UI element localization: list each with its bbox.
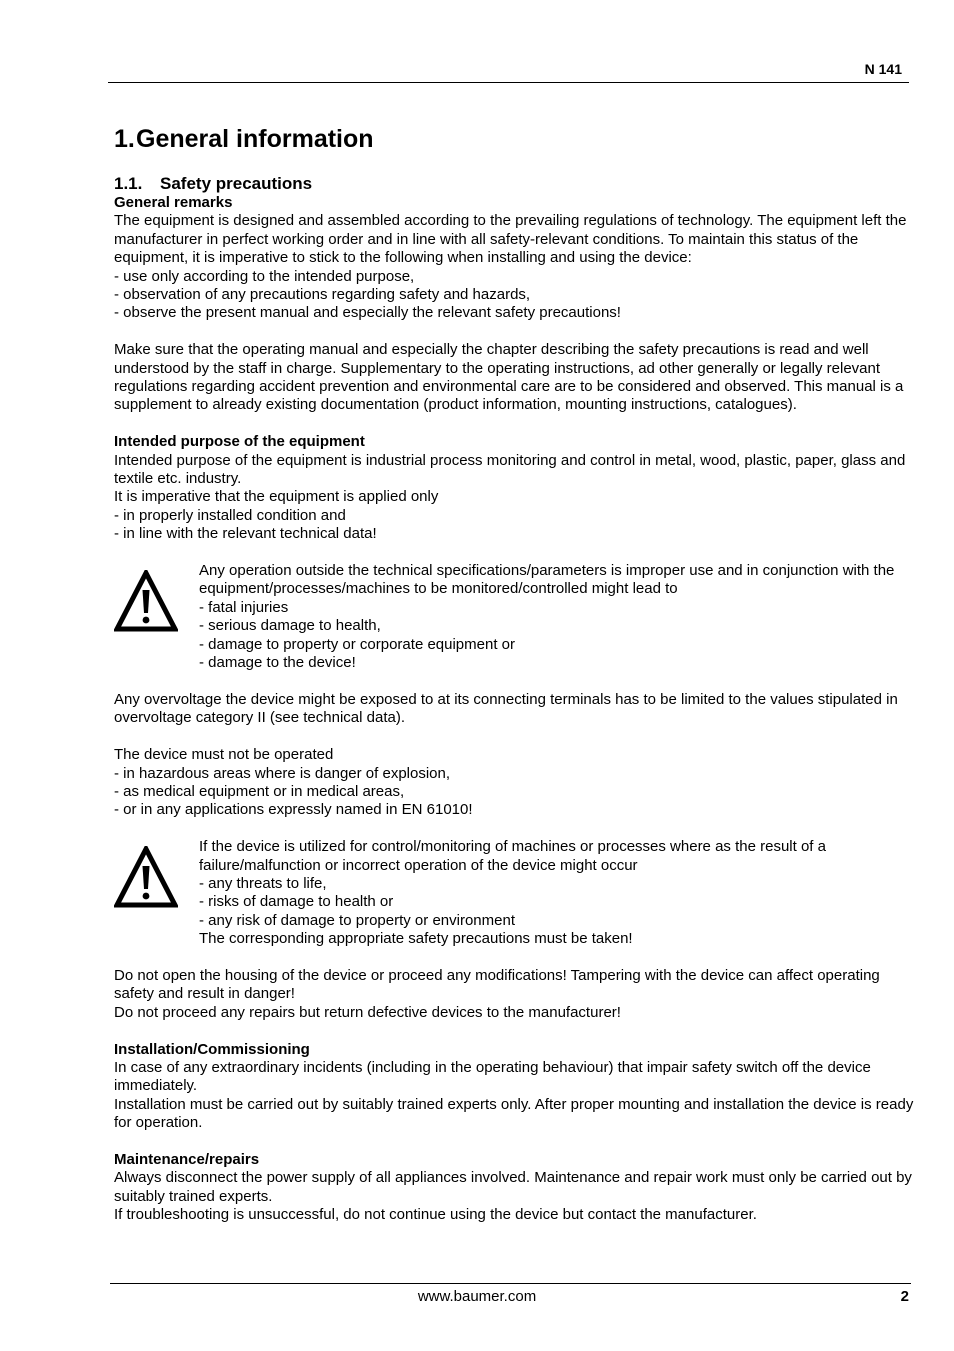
section-number: 1. <box>114 125 135 153</box>
warning-item: - serious damage to health, <box>199 617 381 635</box>
intended-purpose-text: It is imperative that the equipment is applied only <box>114 488 439 506</box>
footer-url[interactable]: www.baumer.com <box>417 1288 537 1305</box>
intended-purpose-text: Intended purpose of the equipment is industrial process monitoring and control in metal, wood, plastic, paper, glass and textile etc. industry. <box>114 451 906 488</box>
page-number: 2 <box>900 1288 909 1305</box>
warning-item: - risks of damage to health or <box>199 893 394 911</box>
maintenance-heading: Maintenance/repairs <box>114 1150 260 1168</box>
maintenance-text: Always disconnect the power supply of all appliances involved. Maintenance and repair work must only be carried out by suitably trained experts. <box>114 1169 912 1205</box>
installation-text: Installation must be carried out by suitably trained experts only. After proper mounting and installation the device is ready for operation. <box>114 1095 914 1132</box>
warning-block-control-monitoring <box>114 838 914 948</box>
warning-triangle-icon <box>114 846 178 908</box>
not-operated-item: - or in any applications expressly named in EN 61010! <box>114 801 473 819</box>
warning-item: - damage to property or corporate equipment or <box>199 635 516 653</box>
subsection-number: 1.1. <box>114 174 143 193</box>
page-content <box>114 122 914 1225</box>
warning-item: - any risk of damage to property or environment <box>199 911 515 929</box>
general-remarks-paragraph: Make sure that the operating manual and especially the chapter describing the safety precautions is read and well understood by the staff in charge. Supplementary to the operating instructions, ad other generally or legally relevant regulations regarding accident prevention and environmental care are to be considered and observed. This manual is a supplement to already existing documentation (product information, mounting instructions, catalogues). <box>114 341 904 414</box>
warning-block-improper-use <box>114 562 914 672</box>
subsection-title: Safety precautions <box>160 174 313 193</box>
installation-text: In case of any extraordinary incidents (including in the operating behaviour) that impair safety switch off the device immediately. <box>114 1058 871 1095</box>
warning-triangle-icon <box>114 570 178 632</box>
warning-item: - fatal injuries <box>199 598 289 616</box>
section-heading <box>114 122 914 156</box>
warning-text: The corresponding appropriate safety precautions must be taken! <box>199 930 633 948</box>
installation-heading: Installation/Commissioning <box>114 1040 310 1058</box>
header-divider <box>108 82 909 83</box>
warning-item: - damage to the device! <box>199 654 356 672</box>
warning-text: Any operation outside the technical specifications/parameters is improper use and in conjunction with the equipment/processes/machines to be monitored/controlled might lead to <box>199 562 895 598</box>
intended-purpose-heading: Intended purpose of the equipment <box>114 433 365 451</box>
not-operated-text: The device must not be operated <box>114 746 334 764</box>
maintenance-text: If troubleshooting is unsuccessful, do not continue using the device but contact the manufacturer. <box>114 1206 757 1224</box>
not-operated-item: - in hazardous areas where is danger of explosion, <box>114 764 451 782</box>
warning-item: - any threats to life, <box>199 874 327 892</box>
intended-purpose-item: - in properly installed condition and <box>114 506 346 524</box>
intended-purpose-item: - in line with the relevant technical data! <box>114 525 377 543</box>
tampering-text: Do not proceed any repairs but return defective devices to the manufacturer! <box>114 1003 621 1021</box>
not-operated-item: - as medical equipment or in medical areas, <box>114 782 405 800</box>
general-remarks-item: - use only according to the intended purpose, <box>114 267 415 285</box>
general-remarks-item: - observe the present manual and especially the relevant safety precautions! <box>114 304 621 322</box>
tampering-text: Do not open the housing of the device or proceed any modifications! Tampering with the device can affect operating safety and result in danger! <box>114 966 880 1003</box>
section-title: General information <box>136 125 374 153</box>
general-remarks-text: The equipment is designed and assembled according to the prevailing regulations of technology. The equipment left the manufacturer in perfect working order and in line with all safety-relevant conditions. To maintain this status of the equipment, it is imperative to stick to the following when installing and using the device: <box>114 212 907 267</box>
overvoltage-paragraph: Any overvoltage the device might be exposed to at its connecting terminals has to be limited to the values stipulated in overvoltage category II (see technical data). <box>114 690 898 727</box>
general-remarks-item: - observation of any precautions regarding safety and hazards, <box>114 286 531 304</box>
document-code: N 141 <box>864 61 902 77</box>
subsection-heading <box>114 174 914 194</box>
general-remarks-heading: General remarks <box>114 194 233 211</box>
footer-divider <box>110 1283 911 1284</box>
warning-text: If the device is utilized for control/monitoring of machines or processes where as the result of a failure/malfunction or incorrect operation of the device might occur <box>199 838 826 874</box>
